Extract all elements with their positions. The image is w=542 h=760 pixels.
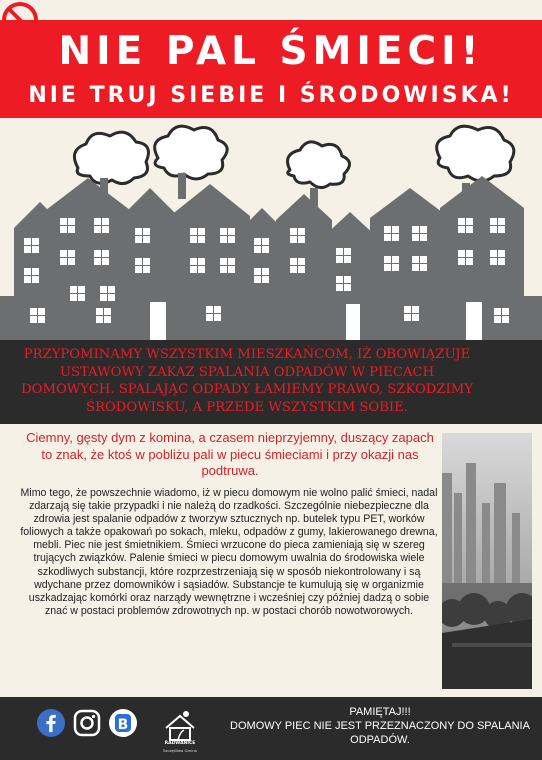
logo-subtitle: Szczęśliwa Gmina [163,748,197,753]
facebook-icon[interactable] [36,708,66,738]
svg-text:B: B [117,717,129,733]
house-skyline-illustration [0,118,542,340]
smog-city-photo [442,433,532,689]
page-subtitle: NIE TRUJ SIEBIE I ŚRODOWISKA! [28,83,514,108]
article-body: Mimo tego, że powszechnie wiadomo, iż w piecu domowym nie wolno palić śmieci, nadal zdarzają się takie przypadki i nie należą do rzadkości. Szczególnie niebezpieczne dla zdrowia jest spalanie odpadów z tworzyw sztucznych np. butelek typu PET, worków foliowych a także opakowań po sokach, mleku, odpadów z gumy, lakierowanego drewna, mebli. Piec nie jest śmietnikiem. Śmieci wrzucone do pieca zamieniają się w szereg trujących związków. Palenie śmieci w piecu domowym uwalnia do środowiska wiele szkodliwych substancji, które rozprzestrzeniają się w sposób niekontrolowany i są wdychane przez domowników i sąsiadów. Substancje te kumulują się w organizmie uszkadzając komórki oraz narządy wewnętrzne i wcześniej czy później dadzą o sobie znać w postaci problemów zdrowotnych np. w postaci chorób nowotworowych. [20,487,438,617]
law-notice-text: PRZYPOMINAMY WSZYSTKIM MIESZKAŃCOM, IŻ OBOWIĄZUJE USTAWOWY ZAKAZ SPALANIA ODPADÓW W PIECACH DOMOWYCH. SPALAJĄC ODPADY ŁAMIEMY PRAWO, SZKODZIMY ŚRODOWISKU, A PRZEDE WSZYSTKIM SOBIE. [21,347,473,415]
title-banner [0,20,542,118]
footer-reminder [230,705,530,747]
b-icon[interactable] [108,708,138,738]
reminder-title: PAMIĘTAJ!!! [349,706,411,718]
instagram-icon[interactable] [72,708,102,738]
page-title: NIE PAL ŚMIECI! [58,29,484,74]
law-notice-bar [0,340,542,424]
logo-name: RADWANICE [164,741,196,746]
article-lead: Ciemny, gęsty dym z komina, a czasem nieprzyjemny, duszący zapach to znak, że ktoś w pobliżu pali w piecu śmieciami i przy okazji nas podtruwa. [26,430,434,478]
reminder-text: DOMOWY PIEC NIE JEST PRZEZNACZONY DO SPALANIA ODPADÓW. [230,720,530,746]
